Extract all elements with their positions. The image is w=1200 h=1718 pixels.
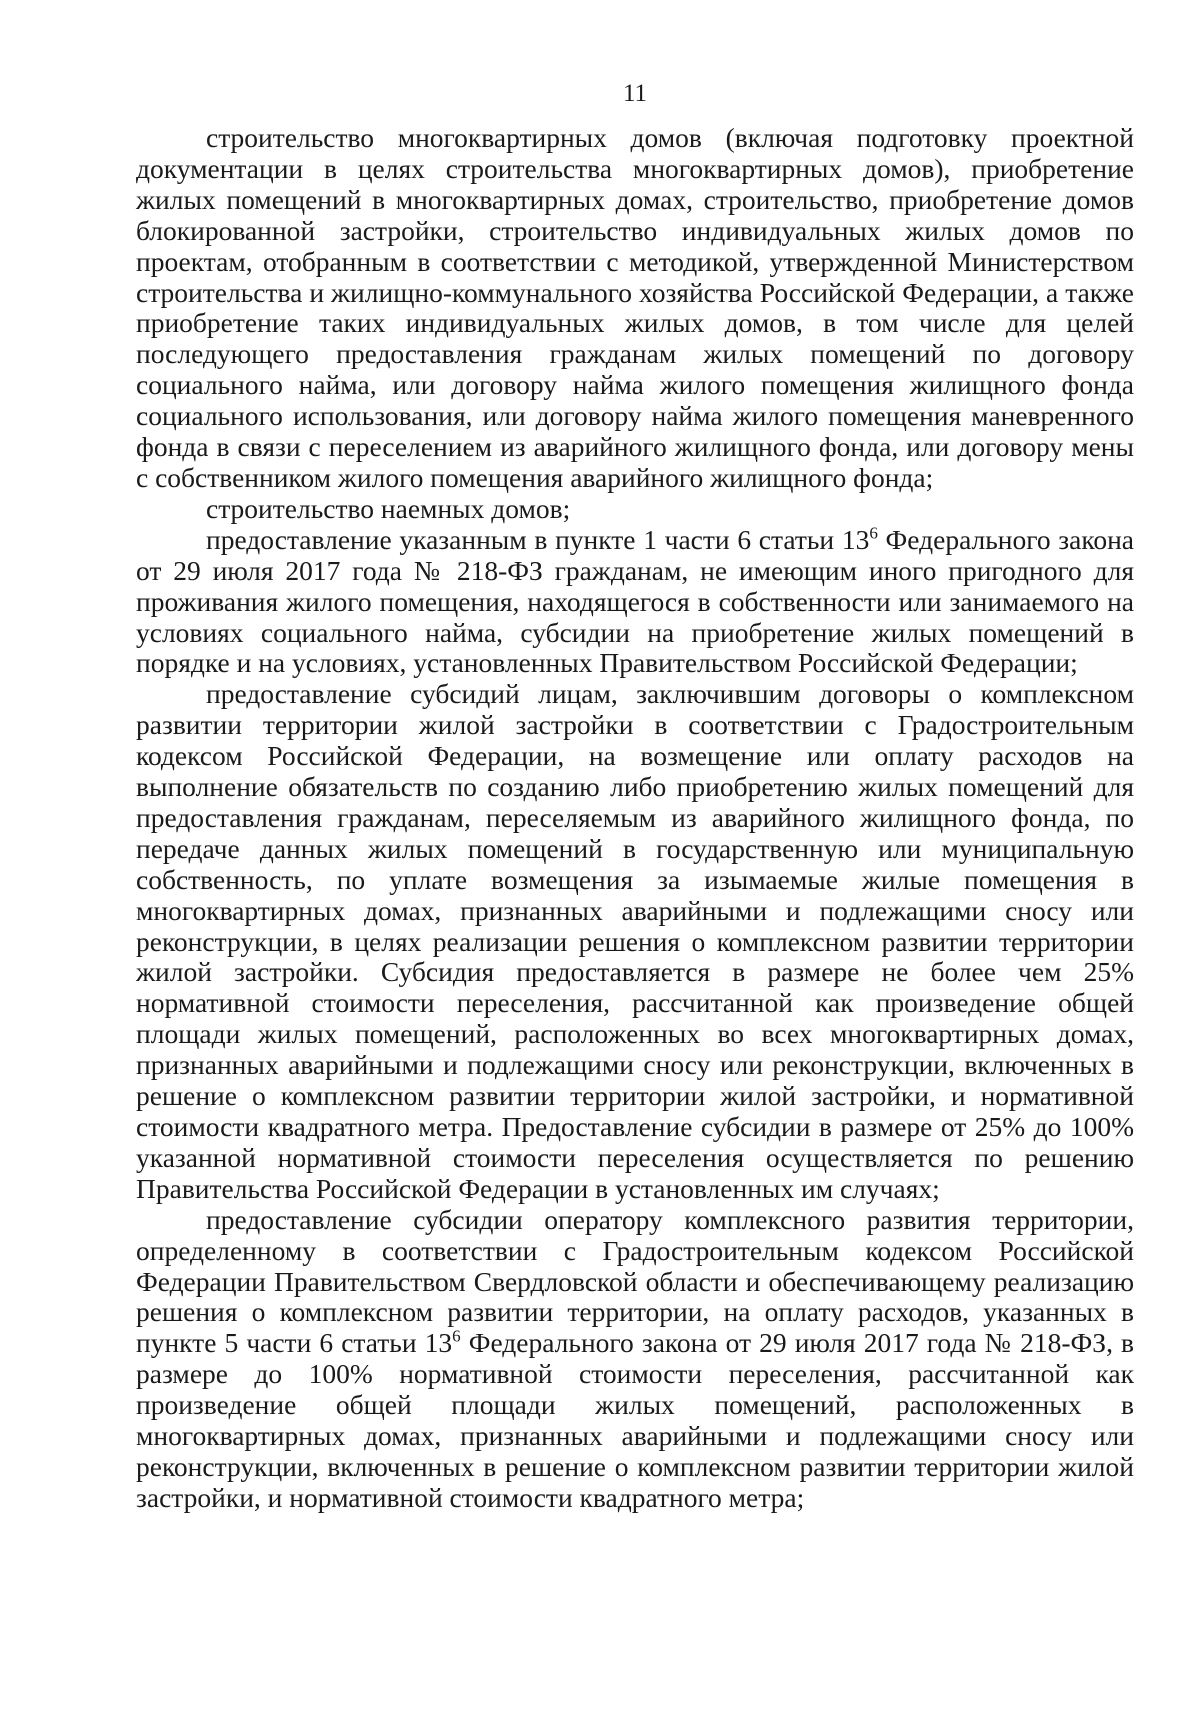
- paragraph-subsidies-to-operator: [136, 1205, 1134, 1514]
- paragraph-rental-housing: [136, 494, 1134, 525]
- paragraph-text-before-superscript: предоставление субсидии оператору комплексного развития территории, определенному в соответствии с Градостроительным кодексом Российской Федерации Правительством Свердловской области и обеспечивающему реализацию решения о комплексном развитии территории, на оплату расходов, указанных в пункте 5 части 6 статьи 13: [136, 1203, 1134, 1359]
- paragraph-text: строительство многоквартирных домов (включая подготовку проектной документации в целях строительства многоквартирных домов), приобретение жилых помещений в многоквартирных домах, строительство, приобретение домов блокированной застройки, строительство индивидуальных жилых домов по проектам, отобранным в соответствии с методикой, утвержденной Министерством строительства и жилищно-коммунального хозяйства Российской Федерации, а также приобретение таких индивидуальных жилых домов, в том числе для целей последующего предоставления гражданам жилых помещений по договору социального найма, или договору найма жилого помещения жилищного фонда социального использования, или договору найма жилого помещения маневренного фонда в связи с переселением из аварийного жилищного фонда, или договору мены с собственником жилого помещения аварийного жилищного фонда;: [136, 122, 1134, 493]
- paragraph-construction-of-apartment-buildings: [136, 123, 1134, 494]
- page-number: 11: [622, 80, 648, 107]
- paragraph-text: строительство наемных домов;: [206, 492, 571, 524]
- paragraph-text-after-superscript: Федерального закона от 29 июля 2017 года № 218-ФЗ, в размере до 100% нормативной стоимости переселения, рассчитанной как произведение общей площади жилых помещений, расположенных в многоквартирных домах, признанных аварийными и подлежащими сносу или реконструкции, включенных в решение о комплексном развитии территории жилой застройки, и нормативной стоимости квадратного метра;: [136, 1327, 1135, 1513]
- paragraph-text: предоставление субсидий лицам, заключившим договоры о комплексном развитии территории жилой застройки в соответствии с Градостроительным кодексом Российской Федерации, на возмещение или оплату расходов на выполнение обязательств по созданию либо приобретению жилых помещений для предоставления гражданам, переселяемым из аварийного жилищного фонда, по передаче данных жилых помещений в государственную или муниципальную собственность, по уплате возмещения за изымаемые жилые помещения в многоквартирных домах, признанных аварийными и подлежащими сносу или реконструкции, в целях реализации решения о комплексном развитии территории жилой застройки. Субсидия предоставляется в размере не более чем 25% нормативной стоимости переселения, рассчитанной как произведение общей площади жилых помещений, расположенных во всех многоквартирных домах, признанных аварийными и подлежащими сносу или реконструкции, включенных в решение о комплексном развитии территории жилой застройки, и нормативной стоимости квадратного метра. Предоставление субсидии в размере от 25% до 100% указанной нормативной стоимости переселения осуществляется по решению Правительства Российской Федерации в установленных им случаях;: [136, 678, 1134, 1204]
- article-superscript: 6: [869, 523, 878, 543]
- paragraph-text-after-superscript: Федерального закона от 29 июля 2017 года № 218-ФЗ гражданам, не имеющим иного пригодного для проживания жилого помещения, находящегося в собственности или занимаемого на условиях социального найма, субсидии на приобретение жилых помещений в порядке и на условиях, установленных Правительством Российской Федерации;: [136, 523, 1135, 679]
- paragraph-text-before-superscript: предоставление указанным в пункте 1 части 6 статьи 13: [206, 523, 870, 555]
- paragraph-subsidies-to-citizens: [136, 525, 1134, 680]
- article-superscript: 6: [452, 1326, 461, 1346]
- paragraph-subsidies-to-developers: [136, 679, 1134, 1204]
- document-body: [136, 123, 1134, 1514]
